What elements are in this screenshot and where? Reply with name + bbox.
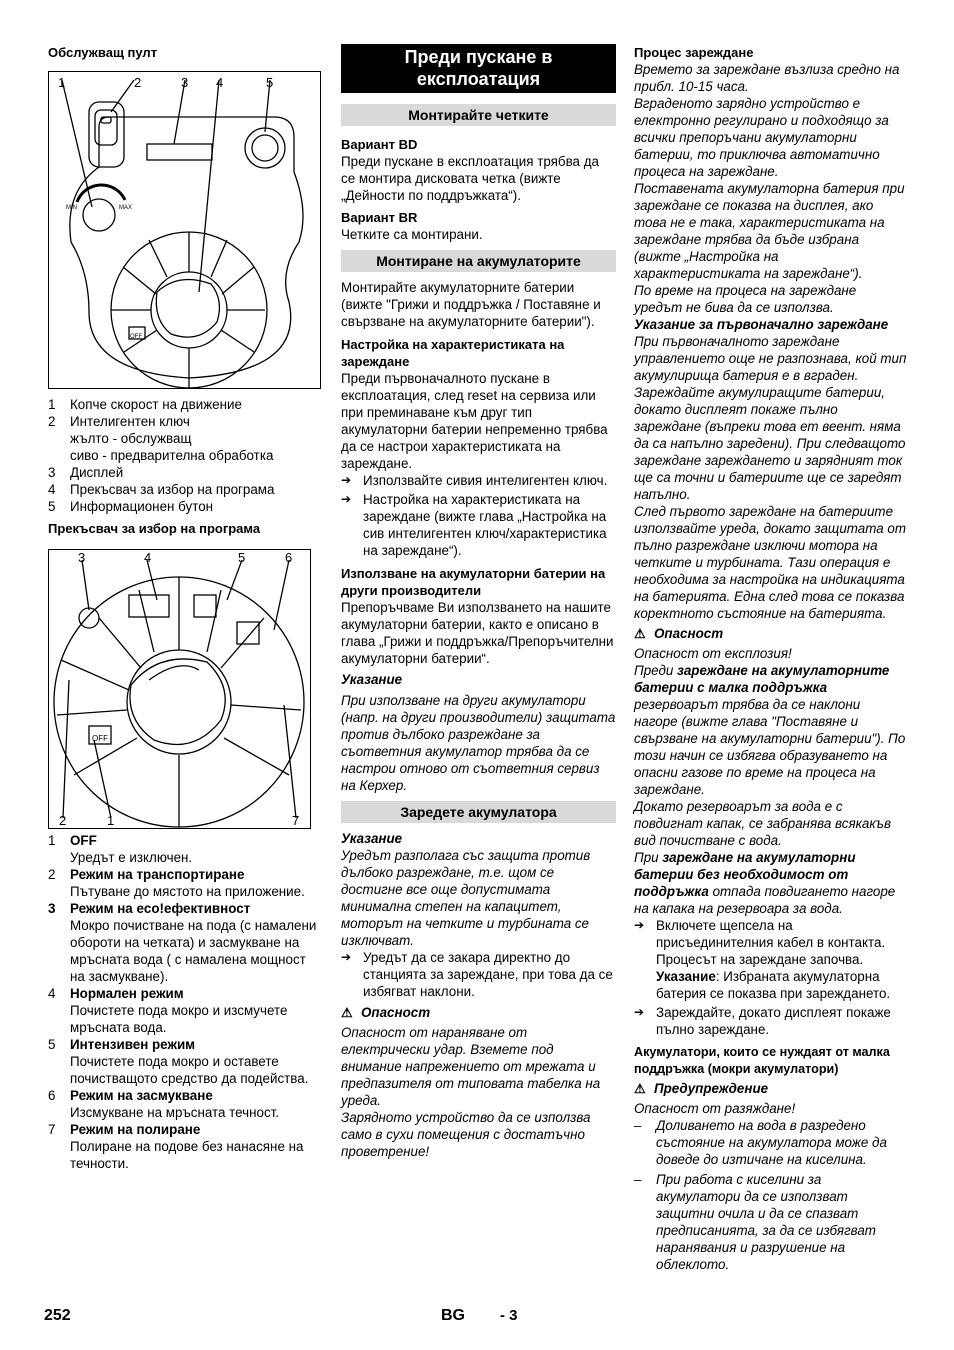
variant-bd-heading: Вариант BD — [341, 137, 418, 152]
other-batteries-heading: Използване на акумулаторни батерии на други производители — [341, 566, 606, 598]
legend-item: 1 OFF Уредът е изключен. — [48, 833, 193, 865]
figure-label: 1 — [58, 75, 66, 90]
instruction-step: ➔ Използвайте сивия интелигентен ключ. — [341, 473, 608, 488]
arrow-icon: ➔ — [341, 492, 352, 506]
legend-item: 3 Дисплей — [48, 465, 124, 480]
danger-text: Зарядното устройство да се използва само в сухи помещения с достатъчно проветрение! — [341, 1110, 591, 1159]
column-2 — [341, 44, 616, 1160]
page-number: 252 — [44, 1307, 71, 1324]
danger-heading: ⚠ Опасност — [341, 1005, 431, 1020]
program-switch-drawing — [49, 550, 310, 828]
legend-item: 6 Режим на засмукване Изсмукване на мръсната течност. — [48, 1088, 280, 1120]
danger-text: При зареждане на акумулаторни батерии без необходимост от поддръжка отпада повдигането нагоре на капака на резервоара за вода. — [634, 850, 896, 916]
legend-item: 7 Режим на полиране Полиране на подове без нанасяне на течности. — [48, 1122, 304, 1171]
charging-text: Времето за зареждане възлиза средно на прибл. 10-15 часа. — [634, 62, 900, 94]
legend-item: 3 Режим на eco!ефективност Мокро почистване на пода (с намалени обороти на четката) и засмукване на мръсната вода ( с намалена мощност на засмукване). — [48, 901, 317, 984]
other-batteries-text: Препоръчваме Ви използването на нашите акумулаторни батерии, както е описано в глава „Грижи и поддръжка/Препоръчителни акумулаторни батерии“. — [341, 600, 614, 666]
charging-text: Вграденото зарядно устройство е електронно регулирано и подходящо за всички препоръчани акумулаторни батерии, то приключва автоматично процеса на зареждане. — [634, 96, 889, 179]
legend-item: 2 Режим на транспортиране Пътуване до мястото на приложение. — [48, 867, 305, 899]
section-header-batteries: Монтиране на акумулаторите — [341, 250, 616, 272]
section-header-charge: Заредете акумулатора — [341, 801, 616, 823]
charging-process-heading: Процес зареждане — [634, 45, 754, 60]
arrow-icon: ➔ — [341, 473, 352, 487]
section-title: Преди пускане в експлоатация — [341, 44, 616, 93]
figure-label: 2 — [59, 813, 67, 828]
arrow-icon: ➔ — [634, 918, 645, 932]
figure-label: 4 — [216, 75, 224, 90]
figure-program-switch — [48, 549, 311, 829]
list-item: – Доливането на вода в разредено състояние на акумулатора може да доведе до изтичане на киселина. — [634, 1118, 887, 1167]
legend-control-panel — [48, 396, 323, 515]
figure-label: 7 — [292, 813, 300, 828]
arrow-icon: ➔ — [634, 1005, 645, 1019]
heading-program-switch: Прекъсвач за избор на програма — [48, 521, 261, 536]
column-1 — [48, 44, 323, 1172]
language-code: BG — [441, 1307, 465, 1324]
off-label: OFF — [92, 734, 108, 743]
heading-control-panel: Обслужващ пулт — [48, 45, 158, 60]
legend-item: 4 Прекъсвач за избор на програма — [48, 482, 275, 497]
figure-label: 3 — [181, 75, 189, 90]
legend-item: 4 Нормален режим Почистете пода мокро и изсмучете мръсната вода. — [48, 986, 288, 1035]
first-charge-text: При първоначалното зареждане управлението още не разпознава, кой тип акумулирища батерия е в вграден. Зареждайте акумулиращите батерии, докато дисплеят покаже пълно зареждане (въпреки това ет веент. няма да са напълно заредени). При следващото зареждане зареждането и зарядният ток ще са точни и батериите ще се заредят напълно. — [634, 334, 907, 502]
variant-br-heading: Вариант BR — [341, 210, 418, 225]
figure-label: 2 — [134, 75, 142, 90]
legend-item: 5 Интензивен режим Почистете пода мокро и оставете почистващото средство да подейства. — [48, 1037, 309, 1086]
figure-label: 1 — [107, 813, 115, 828]
off-label: OFF — [130, 334, 142, 340]
arrow-icon: ➔ — [341, 950, 352, 964]
charge-characteristic-text: Преди първоначалното пускане в експлоатация, след reset на сервиза или при преминаване към друг тип акумулаторни батерии непременно трябва да се настрои характеристиката на зареждане. — [341, 371, 608, 471]
max-label: MAX — [119, 205, 133, 211]
column-3 — [634, 44, 907, 1273]
legend-item: 2 Интелигентен ключ — [48, 414, 190, 429]
instruction-step: ➔ Уредът да се закара директно до станцията за зареждане, при това да се избягват наклони. — [341, 950, 613, 999]
warning-heading: ⚠ Предупреждение — [634, 1081, 769, 1096]
list-item: – При работа с киселини за акумулатори да се използват защитни очила и да се спазват предписанията, за да се избягват наранявания и разрушение на облеклото. — [634, 1172, 876, 1272]
charging-text: Поставената акумулаторна батерия при зареждане се показва на дисплея, ако това не е така, характеристиката на зареждане трябва да бъде избрана (вижте „Настройка на характеристиката на зареждане“). — [634, 181, 905, 281]
figure-label: 6 — [285, 550, 293, 565]
legend-item: жълто - обслужващ — [70, 431, 192, 446]
instruction-step: ➔ Зареждайте, докато дисплеят покаже пълно зареждане. — [634, 1005, 891, 1037]
instruction-step: ➔ Настройка на характеристиката на зареждане (вижте глава „Настройка на сив интелигентен ключ/характеристика на зареждане“). — [341, 492, 607, 558]
section-header-brushes: Монтирайте четките — [341, 104, 616, 126]
figure-label: 5 — [266, 75, 274, 90]
note-text: Уредът разполага със защита против дълбоко разреждане, т.е. щом се достигне все още допустимата минимална степен на капацитет, моторът на четките и турбината се изключват. — [341, 848, 591, 948]
warning-triangle-icon: ⚠ — [341, 1005, 353, 1020]
note-heading: Указание — [341, 672, 403, 687]
legend-item: сиво - предварителна обработка — [70, 448, 274, 463]
warning-text: Опасност от разяждане! — [634, 1101, 796, 1116]
danger-text: Докато резервоарът за вода е с повдигнат капак, се забранява всякакъв вид почистване с вода. — [634, 799, 891, 848]
figure-control-panel — [48, 71, 321, 389]
legend-item: 1 Копче скорост на движение — [48, 397, 242, 412]
note-text: При използване на други акумулатори (напр. на други производители) защитата против дълбоко разреждане за съответния акумулатор трябва да се настрои отново от съответния сервиз на Керхер. — [341, 693, 616, 793]
variant-bd-text: Преди пускане в експлоатация трябва да се монтира дисковата четка (вижте „Дейности по поддръжката“). — [341, 154, 599, 203]
danger-text: Опасност от нараняване от електрически удар. Вземете под внимание напрежението от мрежата и предпазителя от типовата табелка на уреда. — [341, 1025, 601, 1108]
warning-triangle-icon: ⚠ — [634, 1081, 646, 1096]
legend-program-switch — [48, 832, 323, 1172]
section-number: - 3 — [500, 1307, 518, 1324]
first-charge-heading: Указание за първоначално зареждане — [634, 317, 889, 332]
variant-br-text: Четките са монтирани. — [341, 227, 483, 242]
warning-triangle-icon: ⚠ — [634, 626, 646, 641]
danger-text: Опасност от експлозия! — [634, 646, 792, 661]
wet-batteries-heading: Акумулатори, които се нуждаят от малка поддръжка (мокри акумулатори) — [634, 1045, 890, 1076]
instruction-step: ➔ Включете щепсела на присъединителния кабел в контакта. Процесът на зареждане започва. Указание: Избраната акумулаторна батерия се показва при зареждането. — [634, 918, 891, 1001]
figure-label: 5 — [238, 550, 246, 565]
figure-label: 4 — [144, 550, 152, 565]
mount-text: Монтирайте акумулаторните батерии (вижте "Грижи и поддръжка / Поставяне и свързване на акумулаторните батерии"). — [341, 280, 601, 329]
charging-text: По време на процеса на зареждане уредът не бива да се използва. — [634, 283, 857, 315]
charge-characteristic-heading: Настройка на характеристиката на зареждане — [341, 337, 565, 369]
note-heading: Указание — [341, 831, 403, 846]
first-charge-text: След първото зареждане на батериите използвайте уреда, докато защитата от пълно разреждане изключи мотора на четките и турбината. Тази операция е необходима за настройка на индикацията на батерията. Една след това се показва коректното състояние на батерията. — [634, 504, 906, 621]
legend-item: 5 Информационен бутон — [48, 499, 214, 514]
figure-label: 3 — [78, 550, 86, 565]
danger-text: Преди зареждане на акумулаторните батерии с малка поддръжка резервоарът трябва да се наклони нагоре (вижте глава "Поставяне и свързване на акумулаторни батерии"). По този начин се избягва образуването на опасни газове по време на процеса на зареждане. — [634, 663, 906, 797]
danger-heading: ⚠ Опасност — [634, 626, 724, 641]
min-label: MIN — [66, 205, 77, 211]
control-panel-drawing — [49, 72, 320, 388]
